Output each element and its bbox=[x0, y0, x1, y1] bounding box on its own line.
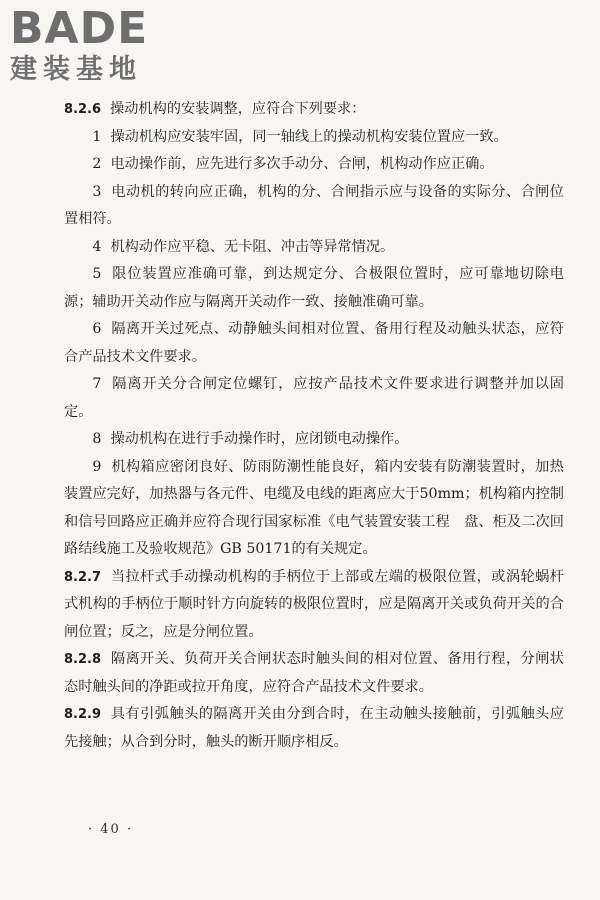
item-text: 电动操作前，应先进行多次手动分、合闸，机构动作应正确。 bbox=[110, 156, 494, 172]
item-text: 电动机的转向应正确，机构的分、合闸指示应与设备的实际分、合闸位置相符。 bbox=[64, 183, 564, 227]
clause-text: 当拉杆式手动操动机构的手柄位于上部或左端的极限位置，或涡轮蜗杆式机构的手柄位于顺时针方向旋转的极限位置时，应是隔离开关或负荷开关的合闸位置；反之，应是分闸位置。 bbox=[64, 568, 564, 640]
brand-logo bbox=[10, 3, 180, 86]
page-number: · 40 · bbox=[88, 822, 134, 837]
clause-8-2-8 bbox=[64, 646, 564, 701]
item-number: 1 bbox=[92, 128, 102, 145]
clause-number: 8.2.7 bbox=[64, 569, 102, 585]
document-body bbox=[64, 96, 564, 756]
clause-8-2-9 bbox=[64, 701, 564, 756]
item-number: 9 bbox=[92, 458, 102, 475]
item-number: 8 bbox=[92, 431, 102, 447]
logo-wordmark: BADE bbox=[10, 3, 149, 54]
list-item bbox=[64, 151, 564, 179]
list-item bbox=[64, 371, 564, 426]
clause-number: 8.2.6 bbox=[64, 102, 102, 117]
list-item bbox=[64, 426, 564, 454]
item-text: 操动机构在进行手动操作时，应闭锁电动操作。 bbox=[110, 431, 409, 447]
item-number: 2 bbox=[92, 156, 102, 172]
list-item bbox=[64, 454, 564, 564]
list-item bbox=[64, 234, 564, 262]
item-text: 机构箱应密闭良好、防雨防潮性能良好，箱内安装有防潮装置时，加热装置应完好，加热器与各元件、电缆及电线的距离应大于50mm；机构箱内控制和信号回路应正确并应符合现行国家标准《电气装置安装工程 盘、柜及二次回路结线施工及验收规范》GB 50171的有关规定。 bbox=[64, 458, 564, 557]
item-text: 隔离开关分合闸定位螺钉，应按产品技术文件要求进行调整并加以固定。 bbox=[64, 376, 564, 420]
item-text: 隔离开关过死点、动静触头间相对位置、备用行程及动触头状态，应符合产品技术文件要求。 bbox=[64, 321, 564, 365]
list-item bbox=[64, 316, 564, 371]
clause-8-2-7 bbox=[64, 564, 564, 647]
clause-number: 8.2.9 bbox=[64, 707, 102, 722]
item-number: 7 bbox=[92, 376, 102, 392]
clause-text: 操动机构的安装调整，应符合下列要求： bbox=[110, 101, 366, 117]
item-number: 5 bbox=[92, 266, 102, 282]
item-text: 机构动作应平稳、无卡阻、冲击等异常情况。 bbox=[110, 238, 395, 255]
list-item bbox=[64, 261, 564, 316]
list-item bbox=[64, 124, 564, 152]
item-text: 限位装置应准确可靠，到达规定分、合极限位置时，应可靠地切除电源；辅助开关动作应与隔离开关动作一致、接触准确可靠。 bbox=[64, 266, 564, 310]
item-number: 3 bbox=[92, 183, 102, 200]
list-item bbox=[64, 179, 564, 234]
clause-text: 隔离开关、负荷开关合闸状态时触头间的相对位置、备用行程，分闸状态时触头间的净距或拉开角度，应符合产品技术文件要求。 bbox=[64, 651, 564, 695]
item-text: 操动机构应安装牢固，同一轴线上的操动机构安装位置应一致。 bbox=[110, 128, 508, 145]
item-number: 6 bbox=[92, 321, 102, 337]
logo-subtitle: 建装基地 bbox=[10, 54, 142, 85]
clause-text: 具有引弧触头的隔离开关由分到合时，在主动触头接触前，引弧触头应先接触；从合到分时，触头的断开顺序相反。 bbox=[64, 706, 564, 750]
item-number: 4 bbox=[92, 238, 102, 255]
clause-8-2-6 bbox=[64, 96, 564, 124]
clause-number: 8.2.8 bbox=[64, 652, 102, 667]
